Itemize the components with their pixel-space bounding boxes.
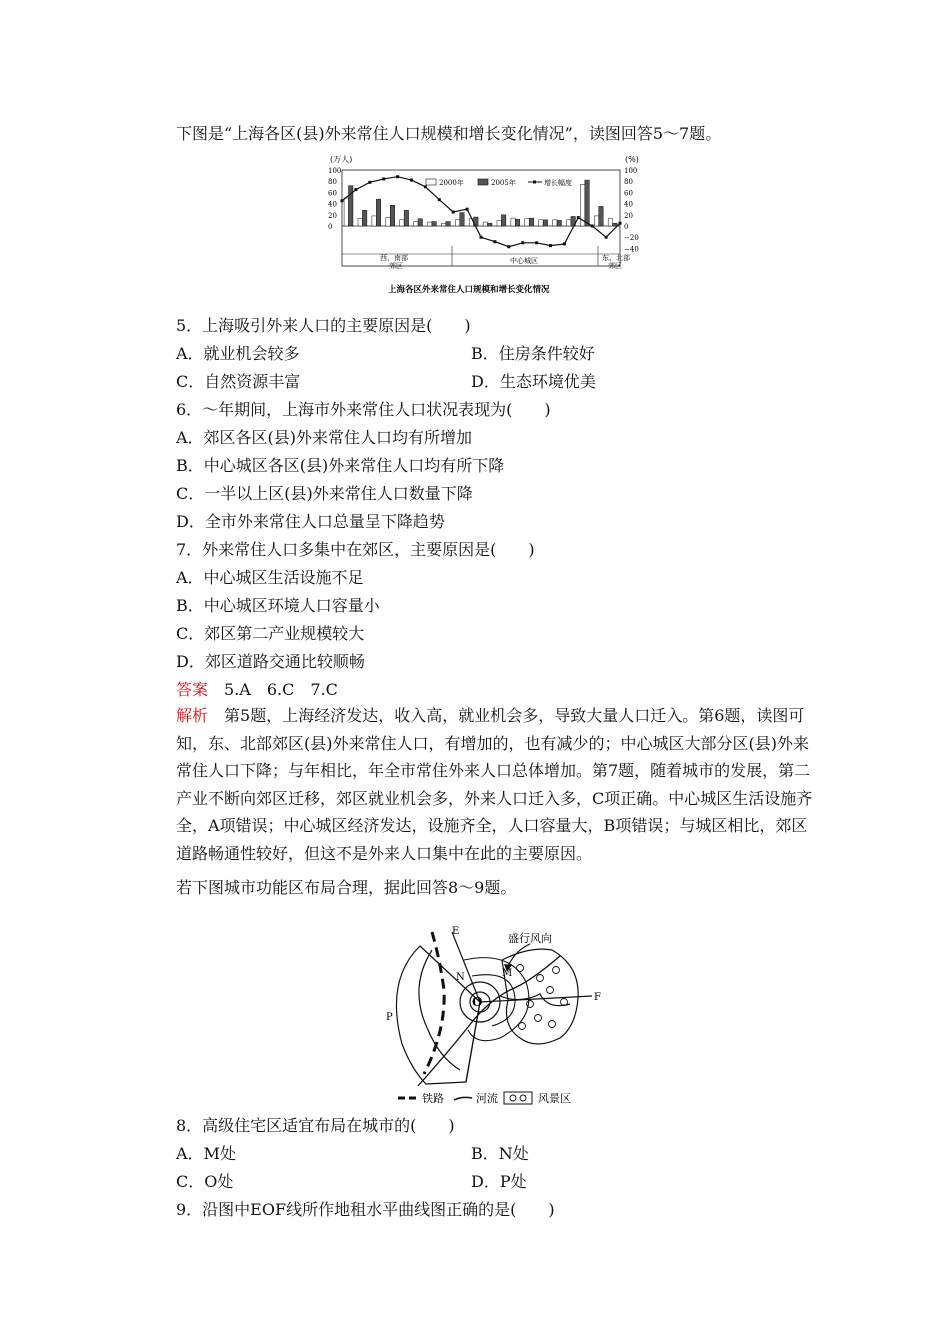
q8-option-c: C．O处 xyxy=(176,1172,234,1191)
q6-option-c: C．一半以上区(县)外来常住人口数量下降 xyxy=(176,484,473,503)
label-o: O xyxy=(472,995,483,1009)
left-tick-label: 40 xyxy=(328,200,337,209)
bars xyxy=(344,180,617,226)
q8-option-b: B．N处 xyxy=(471,1144,529,1163)
growth-points xyxy=(341,175,622,248)
q7-option-d: D．郊区道路交通比较顺畅 xyxy=(176,652,365,671)
right-tick-label: 60 xyxy=(624,189,633,198)
q7-option-c: C．郊区第二产业规模较大 xyxy=(176,624,365,643)
growth-point xyxy=(341,199,344,202)
right-tick-label: −40 xyxy=(624,245,639,254)
label-m: M xyxy=(502,968,513,979)
bar-2005 xyxy=(460,213,464,226)
growth-point xyxy=(563,242,566,245)
bar-2005 xyxy=(515,219,519,226)
group-east-north-2: 郊区 xyxy=(608,262,622,270)
analysis-text: 第5题，上海经济发达，收入高，就业机会多，导致大量人口迁入。第6题，读图可知，东、北部郊区(县)外来常住人口，有增加的，也有减少的；中心城区大部分区(县)外来常住人口下降；与年相比，年全市常住外来人口总体增加。第7题，随着城市的发展，第二产业不断向郊区迁移，郊区就业机会多，外来人口迁入多，C项正确。中心城区生活设施齐全，A项错误；中心城区经济发达，设施齐全，人口容量大，B项错误；与城区相比，郊区道路畅通性较好，但这不是外来人口集中在此的主要原因。 xyxy=(176,706,813,863)
bar-2000 xyxy=(497,220,501,226)
q6-option-a: A．郊区各区(县)外来常住人口均有所增加 xyxy=(176,428,473,447)
right-tick-label: 40 xyxy=(624,200,633,209)
right-axis-ticks xyxy=(624,167,639,253)
bar-2000 xyxy=(553,220,557,226)
growth-point xyxy=(619,222,622,225)
bar-2000 xyxy=(525,219,529,226)
bar-2000 xyxy=(511,218,515,226)
legend-2005: 2005年 xyxy=(491,179,516,187)
bar-2000 xyxy=(400,220,404,226)
bar-2000 xyxy=(539,220,543,226)
group-center: 中心城区 xyxy=(510,257,538,265)
growth-point xyxy=(535,241,538,244)
growth-point xyxy=(549,244,552,247)
legend-rail: 铁路 xyxy=(422,1092,444,1105)
population-chart xyxy=(320,150,660,300)
analysis-label: 解析 xyxy=(176,706,209,725)
bar-2000 xyxy=(427,222,431,226)
bar-2005 xyxy=(585,180,589,226)
bar-2005 xyxy=(488,223,492,226)
growth-point xyxy=(480,236,483,239)
q8-stem: 8．高级住宅区适宜布局在城市的( ) xyxy=(176,1116,455,1135)
bar-2005 xyxy=(404,210,408,226)
q7-option-a: A．中心城区生活设施不足 xyxy=(176,568,364,587)
bar-2000 xyxy=(344,198,348,226)
bar-2005 xyxy=(446,222,450,226)
left-tick-label: 60 xyxy=(328,189,337,198)
analysis-paragraph xyxy=(176,702,816,868)
growth-point xyxy=(577,216,580,219)
legend-scenic: 风景区 xyxy=(538,1092,571,1105)
left-tick-label: 0 xyxy=(328,223,333,231)
legend-2000: 2000年 xyxy=(439,179,464,187)
bar-2005 xyxy=(376,199,380,226)
growth-point xyxy=(424,185,427,188)
group-west-south-1: 西、南部 xyxy=(380,254,408,262)
bar-2000 xyxy=(358,218,362,226)
bar-2000 xyxy=(414,222,418,226)
q5-option-b: B．住房条件较好 xyxy=(471,344,595,363)
right-axis-unit: (%) xyxy=(625,155,639,164)
q6-option-d: D．全市外来常住人口总量呈下降趋势 xyxy=(176,512,445,531)
growth-point xyxy=(493,240,496,243)
label-f: F xyxy=(594,992,601,1003)
bar-2005 xyxy=(432,222,436,226)
growth-point xyxy=(452,211,455,214)
growth-point xyxy=(466,208,469,211)
city-function-map xyxy=(380,920,620,1110)
q6-stem: 6．～年期间，上海市外来常住人口状况表现为( ) xyxy=(176,400,551,419)
bar-2005 xyxy=(501,215,505,226)
q5-option-a: A．就业机会较多 xyxy=(176,344,300,363)
bar-2005 xyxy=(599,206,603,226)
answer-text: 5.A 6.C 7.C xyxy=(208,680,338,699)
bar-2005 xyxy=(362,210,366,226)
growth-point xyxy=(368,181,371,184)
left-axis-ticks xyxy=(328,167,341,231)
bar-2005 xyxy=(418,219,422,226)
label-p: P xyxy=(386,1012,393,1023)
answer-line xyxy=(176,680,338,700)
left-tick-label: 80 xyxy=(328,178,337,187)
right-tick-label: −20 xyxy=(624,234,639,243)
left-tick-label: 20 xyxy=(328,211,337,220)
q5-stem: 5．上海吸引外来人口的主要原因是( ) xyxy=(176,316,471,335)
q9-stem: 9．沿图中EOF线所作地租水平曲线图正确的是( ) xyxy=(176,1200,555,1219)
q7-stem: 7．外来常住人口多集中在郊区，主要原因是( ) xyxy=(176,540,535,559)
right-tick-label: 100 xyxy=(624,167,638,175)
left-tick-label: 100 xyxy=(328,167,342,175)
right-tick-label: 80 xyxy=(624,178,633,187)
growth-point xyxy=(605,236,608,239)
bar-2005 xyxy=(543,220,547,226)
growth-point xyxy=(396,175,399,178)
bar-2005 xyxy=(613,223,617,226)
bar-2000 xyxy=(372,216,376,226)
legend-growth: 增长幅度 xyxy=(544,179,572,187)
bar-2005 xyxy=(557,220,561,226)
intro-text: 下图是“上海各区(县)外来常住人口规模和增长变化情况”，读图回答5～7题。 xyxy=(176,124,722,143)
bar-2000 xyxy=(566,220,570,226)
growth-point xyxy=(591,225,594,228)
growth-point xyxy=(507,245,510,248)
bar-2000 xyxy=(441,223,445,226)
bar-2000 xyxy=(608,219,612,226)
right-tick-label: 20 xyxy=(624,211,633,220)
growth-point xyxy=(410,179,413,182)
right-tick-label: 0 xyxy=(624,223,629,231)
bar-2000 xyxy=(594,216,598,226)
chart-caption: 上海各区外来常住人口规模和增长变化情况 xyxy=(388,285,550,295)
label-e: E xyxy=(452,926,460,937)
bar-2000 xyxy=(455,220,459,226)
q7-option-b: B．中心城区环境人口容量小 xyxy=(176,596,380,615)
group-east-north-1: 东、北部 xyxy=(602,254,630,262)
q5-option-d: D．生态环境优美 xyxy=(471,372,596,391)
group-west-south-2: 郊区 xyxy=(389,262,403,270)
bar-2005 xyxy=(390,205,394,226)
wind-label: 盛行风向 xyxy=(508,932,552,945)
growth-point xyxy=(354,188,357,191)
left-axis-unit: (万人) xyxy=(330,155,353,164)
legend-river: 河流 xyxy=(476,1092,498,1105)
answer-label: 答案 xyxy=(176,680,209,699)
q6-option-b: B．中心城区各区(县)外来常住人口均有所下降 xyxy=(176,456,505,475)
growth-point xyxy=(521,241,524,244)
bar-2005 xyxy=(529,218,533,226)
bar-2000 xyxy=(483,222,487,226)
growth-point xyxy=(438,198,441,201)
label-n: N xyxy=(456,972,465,983)
q8-option-d: D．P处 xyxy=(471,1172,527,1191)
q8-option-a: A．M处 xyxy=(176,1144,236,1163)
bar-2000 xyxy=(386,218,390,226)
intro2-text: 若下图城市功能区布局合理，据此回答8～9题。 xyxy=(176,878,517,897)
growth-point xyxy=(382,177,385,180)
q5-option-c: C．自然资源丰富 xyxy=(176,372,301,391)
